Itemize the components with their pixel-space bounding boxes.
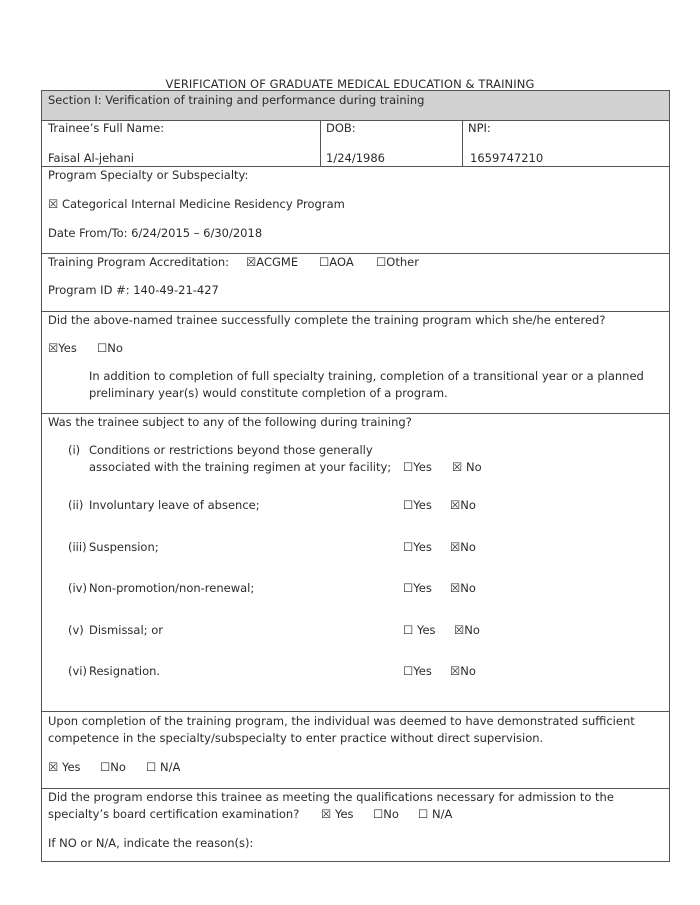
dob-label: DOB: (326, 121, 356, 135)
item-number: (v) (68, 623, 84, 637)
verification-form (41, 90, 670, 862)
other-checkbox[interactable]: ☐Other (376, 255, 419, 269)
trainee-name-label: Trainee’s Full Name: (48, 121, 165, 135)
endorse-yes-checkbox[interactable]: ☒ Yes (321, 807, 354, 821)
item-no-checkbox[interactable]: ☒No (454, 623, 480, 637)
endorse-na-checkbox[interactable]: ☐ N/A (418, 807, 453, 821)
item-yes-checkbox[interactable]: ☐Yes (403, 460, 432, 474)
item-text: Non-promotion/non-renewal; (89, 581, 255, 595)
item-number: (ii) (68, 498, 84, 512)
item-yes-checkbox[interactable]: ☐Yes (403, 581, 432, 595)
column-divider (320, 120, 321, 166)
item-text: Involuntary leave of absence; (89, 498, 260, 512)
item-no-checkbox[interactable]: ☒No (450, 540, 476, 554)
item-text: Suspension; (89, 540, 159, 554)
npi-label: NPI: (468, 121, 491, 135)
divider (42, 711, 669, 712)
competence-question-line: competence in the specialty/subspecialty to enter practice without direct supervision. (48, 731, 544, 745)
completion-no-checkbox[interactable]: ☐No (97, 341, 123, 355)
item-no-checkbox[interactable]: ☒No (450, 664, 476, 678)
acgme-checkbox[interactable]: ☒ACGME (246, 255, 299, 269)
endorse-question-line: Did the program endorse this trainee as meeting the qualifications necessary for admission to the (48, 790, 614, 804)
document-title: VERIFICATION OF GRADUATE MEDICAL EDUCATION & TRAINING (165, 77, 535, 91)
program-specialty-label: Program Specialty or Subspecialty: (48, 168, 249, 182)
trainee-name-value: Faisal Al-jehani (48, 151, 134, 165)
item-yes-checkbox[interactable]: ☐Yes (403, 664, 432, 678)
item-yes-checkbox[interactable]: ☐Yes (403, 498, 432, 512)
program-specialty-checkbox[interactable]: ☒ Categorical Internal Medicine Residency Program (48, 197, 345, 211)
item-text: Resignation. (89, 664, 161, 678)
item-number: (i) (68, 443, 81, 457)
completion-question: Did the above-named trainee successfully complete the training program which she/he entered? (48, 313, 606, 327)
item-text: associated with the training regimen at your facility; (89, 460, 392, 474)
subject-question: Was the trainee subject to any of the following during training? (48, 415, 412, 429)
accreditation-label: Training Program Accreditation: (48, 255, 230, 269)
item-number: (iii) (68, 540, 87, 554)
competence-question-line: Upon completion of the training program, the individual was deemed to have demonstrated sufficient (48, 714, 635, 728)
endorse-no-checkbox[interactable]: ☐No (373, 807, 399, 821)
competence-no-checkbox[interactable]: ☐No (100, 760, 126, 774)
item-yes-checkbox[interactable]: ☐Yes (403, 540, 432, 554)
completion-note-line: preliminary year(s) would constitute completion of a program. (89, 386, 448, 400)
competence-yes-checkbox[interactable]: ☒ Yes (48, 760, 81, 774)
aoa-checkbox[interactable]: ☐AOA (319, 255, 354, 269)
item-text: Conditions or restrictions beyond those generally (89, 443, 373, 457)
column-divider (462, 120, 463, 166)
program-id: Program ID #: 140-49-21-427 (48, 283, 219, 297)
item-yes-checkbox[interactable]: ☐ Yes (403, 623, 436, 637)
section-title: Section I: Verification of training and performance during training (48, 93, 425, 107)
item-no-checkbox[interactable]: ☒No (450, 581, 476, 595)
item-number: (vi) (68, 664, 87, 678)
item-no-checkbox[interactable]: ☒ No (452, 460, 482, 474)
reason-label: If NO or N/A, indicate the reason(s): (48, 836, 254, 850)
item-text: Dismissal; or (89, 623, 163, 637)
dob-value: 1/24/1986 (326, 151, 385, 165)
completion-yes-checkbox[interactable]: ☒Yes (48, 341, 77, 355)
item-no-checkbox[interactable]: ☒No (450, 498, 476, 512)
npi-value: 1659747210 (470, 151, 544, 165)
item-number: (iv) (68, 581, 87, 595)
competence-na-checkbox[interactable]: ☐ N/A (146, 760, 181, 774)
endorse-question-line: specialty’s board certification examination? (48, 807, 300, 821)
completion-note-line: In addition to completion of full specialty training, completion of a transitional year or a planned (89, 369, 644, 383)
program-dates: Date From/To: 6/24/2015 – 6/30/2018 (48, 226, 263, 240)
